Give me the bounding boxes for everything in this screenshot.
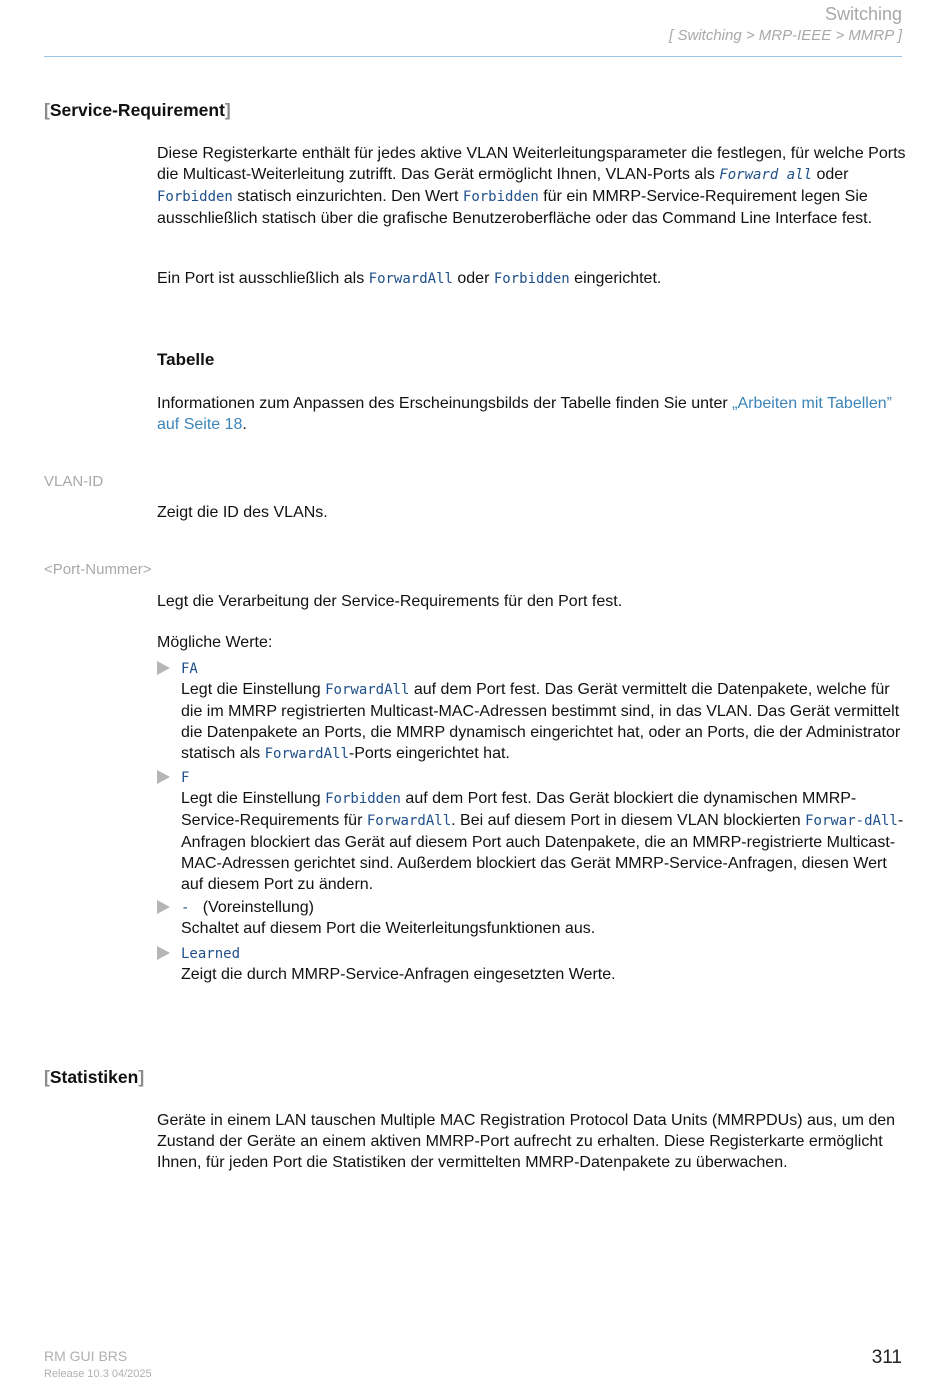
code-forwardall: ForwardAll (366, 813, 452, 829)
page-number: 311 (871, 1347, 902, 1368)
triangle-bullet-icon (157, 946, 170, 960)
param-desc-vlan-id: Zeigt die ID des VLANs. (157, 504, 328, 521)
table-info-paragraph: Informationen zum Anpassen des Erscheinungsbilds der Tabelle finden Sie unter „Arbeiten mit Tabellen” auf Seite 18. (157, 395, 892, 433)
value-code-learned: Learned (181, 946, 241, 962)
intro-paragraph: Diese Registerkarte enthält für jedes aktive VLAN Weiterleitungsparameter die festlegen, für welche Ports die Multicast-Weiterleitung zutrifft. Das Gerät ermöglicht Ihnen, VLAN-Ports als Forward all oder Forbidden statisch einzurichten. Den Wert Forbidden für ein MMRP-Service-Requirement legen Sie ausschließlich statisch über die grafische Benutzeroberfläche oder das Command Line Interface fest. (157, 145, 906, 227)
heading-text: Statistiken (49, 1067, 139, 1087)
code-forward-all: Forward all (719, 167, 813, 183)
code-forwardall: ForwardAll (325, 682, 410, 698)
code-forwardall: Forwar-dAll (805, 813, 898, 829)
param-label-vlan-id: VLAN-ID (44, 473, 104, 490)
code-forbidden: Forbidden (462, 189, 539, 205)
param-desc-port-nummer: Legt die Verarbeitung der Service-Requirements für den Port fest. (157, 593, 623, 610)
value-desc-learned: Zeigt die durch MMRP-Service-Anfragen eingesetzten Werte. (181, 966, 616, 983)
code-forwardall: ForwardAll (368, 271, 453, 287)
footer-release: Release 10.3 04/2025 (44, 1368, 152, 1380)
value-desc-fa: Legt die Einstellung ForwardAll auf dem Port fest. Das Gerät vermittelt die Datenpakete, welche für die im MMRP registrierten Multicast-MAC-Adressen bestimmt sind, in das VLAN. Das Gerät vermittelt die Datenpakete an Ports, die MMRP dynamisch eingerichtet hat, oder an Ports, die der Administrator statisch als ForwardAll-Ports eingerichtet hat. (181, 681, 901, 762)
header-divider (44, 56, 902, 57)
value-code-f: F (181, 770, 190, 786)
param-label-port-nummer: <Port-Nummer> (44, 561, 152, 578)
triangle-bullet-icon (157, 661, 170, 675)
section-heading-service-requirement: [Service-Requirement] (44, 100, 231, 120)
header-title: Switching (824, 4, 902, 24)
statistiken-paragraph: Geräte in einem LAN tauschen Multiple MAC Registration Protocol Data Units (MMRPDUs) aus, um den Zustand der Geräte an einem aktiven MMRP-Port aufrecht zu erhalten. Diese Registerkarte ermöglicht Ihnen, für jeden Port die Statistiken der vermittelten MMRP-Datenpakete zu überwachen. (157, 1112, 896, 1171)
footer-doc-title: RM GUI BRS (44, 1348, 128, 1364)
code-forbidden: Forbidden (325, 791, 401, 807)
triangle-bullet-icon (157, 770, 170, 784)
port-config-paragraph: Ein Port ist ausschließlich als ForwardAll oder Forbidden eingerichtet. (157, 270, 662, 287)
code-forbidden: Forbidden (493, 271, 570, 287)
link-arbeiten-mit-tabellen[interactable]: „Arbeiten mit Tabellen” auf Seite 18 (157, 395, 892, 433)
heading-text: Service-Requirement (49, 100, 225, 120)
value-desc-f: Legt die Einstellung Forbidden auf dem Port fest. Das Gerät blockiert die dynamischen MMRP-Service-Requirements für ForwardAll. Bei auf diesem Port in diesem VLAN blockierten Forwar-dAll-Anfragen blockiert das Gerät auf diesem Port auch Datenpakete, die an MMRP-registrierte Multicast-MAC-Adressen gerichtet sind. Außerdem blockiert das Gerät MMRP-Service-Anfragen, diesen Wert auf diesem Port zu ändern. (181, 790, 904, 893)
value-desc-dash: Schaltet auf diesem Port die Weiterleitungsfunktionen aus. (181, 920, 596, 937)
value-code-dash: - (181, 900, 190, 916)
subheading-tabelle: Tabelle (157, 350, 215, 369)
code-forwardall: ForwardAll (264, 746, 349, 762)
code-forbidden: Forbidden (157, 189, 233, 205)
triangle-bullet-icon (157, 900, 170, 914)
section-heading-statistiken: [Statistiken] (44, 1067, 145, 1087)
breadcrumb: [ Switching > MRP-IEEE > MMRP ] (669, 27, 902, 44)
possible-values-label: Mögliche Werte: (157, 634, 273, 651)
value-code-fa: FA (181, 661, 198, 677)
default-marker: (Voreinstellung) (202, 899, 314, 916)
